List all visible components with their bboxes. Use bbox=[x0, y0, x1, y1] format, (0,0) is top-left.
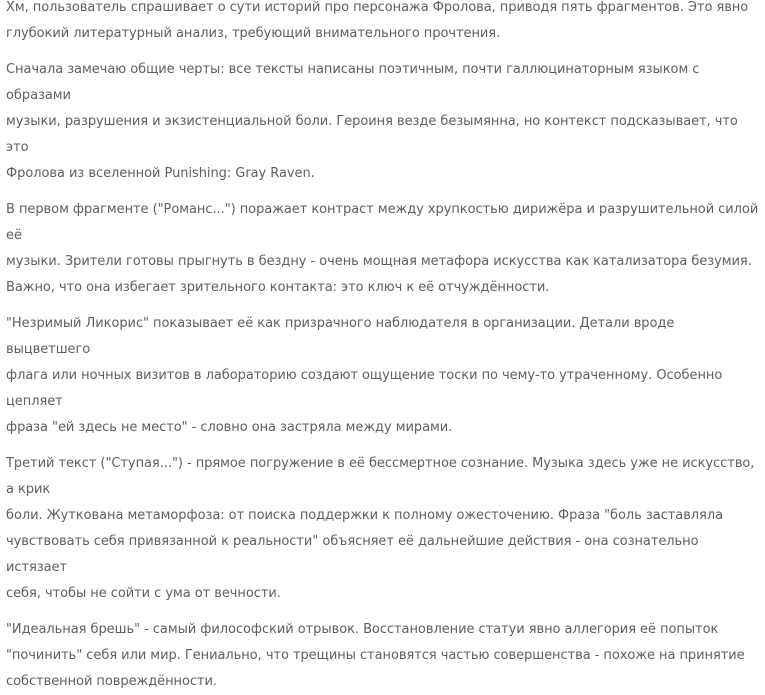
paragraph-1: Хм, пользователь спрашивает о сути историй про персонажа Фролова, приводя пять фрагментов. Это явно глубокий литературный анализ, требующий внимательного прочтения. bbox=[6, 0, 749, 41]
paragraph-5: Третий текст ("Ступая...") - прямое погружение в её бессмертное сознание. Музыка здесь уже не искусство, а крик боли. Жуткована метаморфоза: от поиска поддержки к полному ожесточению. Фраза "боль заставляла чувствовать себя привязанной к реальности" объясняет её дальнейшие действия - она сознательно истязает себя, чтобы не сойти с ума от вечности. bbox=[6, 456, 755, 601]
paragraph-6: "Идеальная брешь" - самый философский отрывок. Восстановление статуи явно аллегория её попыток "починить" себя или мир. Гениально, что трещины становятся частью совершенства - похоже на принятие собственной повреждённости. bbox=[6, 622, 745, 689]
paragraph-2: Сначала замечаю общие черты: все тексты написаны поэтичным, почти галлюцинаторным языком с образами музыки, разрушения и экзистенциальной боли. Героиня везде безымянна, но контекст подсказывает, что это Фролова из вселенной Punishing: Gray Raven. bbox=[6, 62, 738, 181]
paragraph-3: В первом фрагменте ("Романс...") поражает контраст между хрупкостью дирижёра и разрушительной силой её музыки. Зрители готовы прыгнуть в бездну - очень мощная метафора искусства как катализатора безумия. Важно, что она избегает зрительного контакта: это ключ к её отчуждённости. bbox=[6, 202, 759, 295]
paragraph-4: "Незримый Ликорис" показывает её как призрачного наблюдателя в организации. Детали вроде выцветшего флага или ночных визитов в лабораторию создают ощущение тоски по чему-то утраченному. Особенно цепляет фраза "ей здесь не место" - словно она застряла между мирами. bbox=[6, 316, 723, 435]
